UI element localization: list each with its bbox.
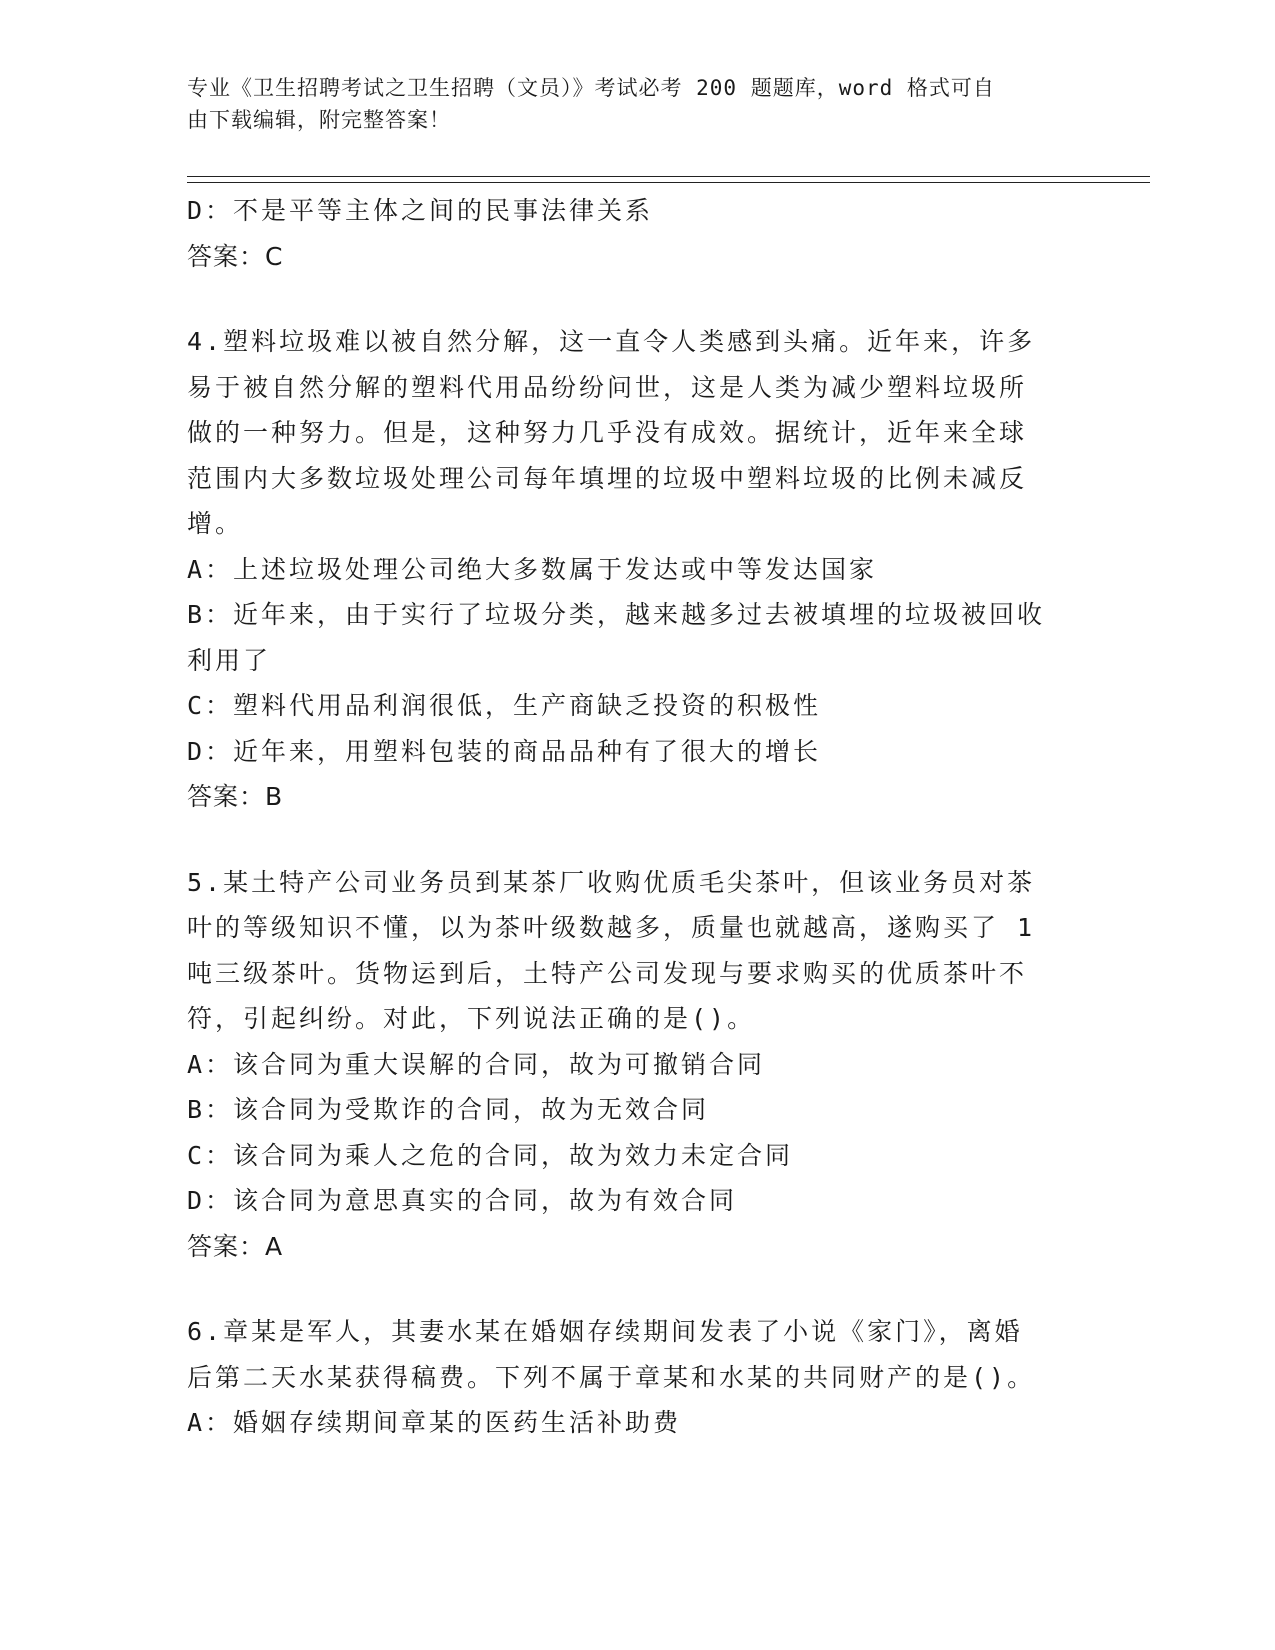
question-text-line: 易于被自然分解的塑料代用品纷纷问世，这是人类为减少塑料垃圾所 [187, 372, 1028, 402]
answer-line: 答案：C [187, 241, 284, 271]
option-c: C：该合同为乘人之危的合同，故为效力未定合同 [187, 1140, 794, 1170]
document-body [187, 188, 1067, 1446]
option-b-continued: 利用了 [187, 645, 272, 675]
question-text-line: 范围内大多数垃圾处理公司每年填埋的垃圾中塑料垃圾的比例未减反 [187, 463, 1028, 493]
question-text-line: 增。 [187, 509, 244, 538]
question-text-line: 4.塑料垃圾难以被自然分解，这一直令人类感到头痛。近年来，许多 [187, 327, 1036, 356]
spacer [187, 279, 1067, 319]
question-6 [187, 1309, 1067, 1446]
option-a: A：婚姻存续期间章某的医药生活补助费 [187, 1408, 682, 1437]
question-4 [187, 319, 1067, 820]
question-text-line: 6.章某是军人，其妻水某在婚姻存续期间发表了小说《家门》，离婚 [187, 1317, 1023, 1346]
header-line-2: 由下载编辑，附完整答案！ [187, 108, 451, 132]
question-text-line: 叶的等级知识不懂，以为茶叶级数越多，质量也就越高，遂购买了 1 [187, 913, 1036, 942]
answer-line: 答案：A [187, 1231, 284, 1261]
question-5 [187, 860, 1067, 1270]
header-rule-bottom [187, 182, 1150, 183]
header-line-1: 专业《卫生招聘考试之卫生招聘（文员）》考试必考 200 题题库，word 格式可自 [187, 76, 995, 100]
option-d: D：近年来，用塑料包装的商品品种有了很大的增长 [187, 736, 822, 766]
question-text-line: 吨三级茶叶。货物运到后，土特产公司发现与要求购买的优质茶叶不 [187, 958, 1028, 988]
spacer [187, 1269, 1067, 1309]
answer-line: 答案：B [187, 782, 284, 811]
question-text-line: 5.某土特产公司业务员到某茶厂收购优质毛尖茶叶，但该业务员对茶 [187, 867, 1036, 897]
option-a: A：上述垃圾处理公司绝大多数属于发达或中等发达国家 [187, 554, 878, 584]
option-a: A：该合同为重大误解的合同，故为可撤销合同 [187, 1049, 766, 1079]
page-header [187, 72, 1067, 136]
question-text-line: 做的一种努力。但是，这种努力几乎没有成效。据统计，近年来全球 [187, 418, 1028, 447]
question-text-line: 符，引起纠纷。对此，下列说法正确的是()。 [187, 1004, 756, 1033]
option-b: B：该合同为受欺诈的合同，故为无效合同 [187, 1095, 710, 1124]
spacer [187, 820, 1067, 860]
option-d: D：不是平等主体之间的民事法律关系 [187, 196, 654, 225]
option-c: C：塑料代用品利润很低，生产商缺乏投资的积极性 [187, 691, 822, 720]
option-d: D：该合同为意思真实的合同，故为有效合同 [187, 1186, 738, 1215]
option-b: B：近年来，由于实行了垃圾分类，越来越多过去被填埋的垃圾被回收 [187, 600, 1046, 629]
question-text-line: 后第二天水某获得稿费。下列不属于章某和水某的共同财产的是()。 [187, 1362, 1036, 1392]
header-rule-top [187, 176, 1150, 177]
question-3-tail [187, 188, 1067, 279]
